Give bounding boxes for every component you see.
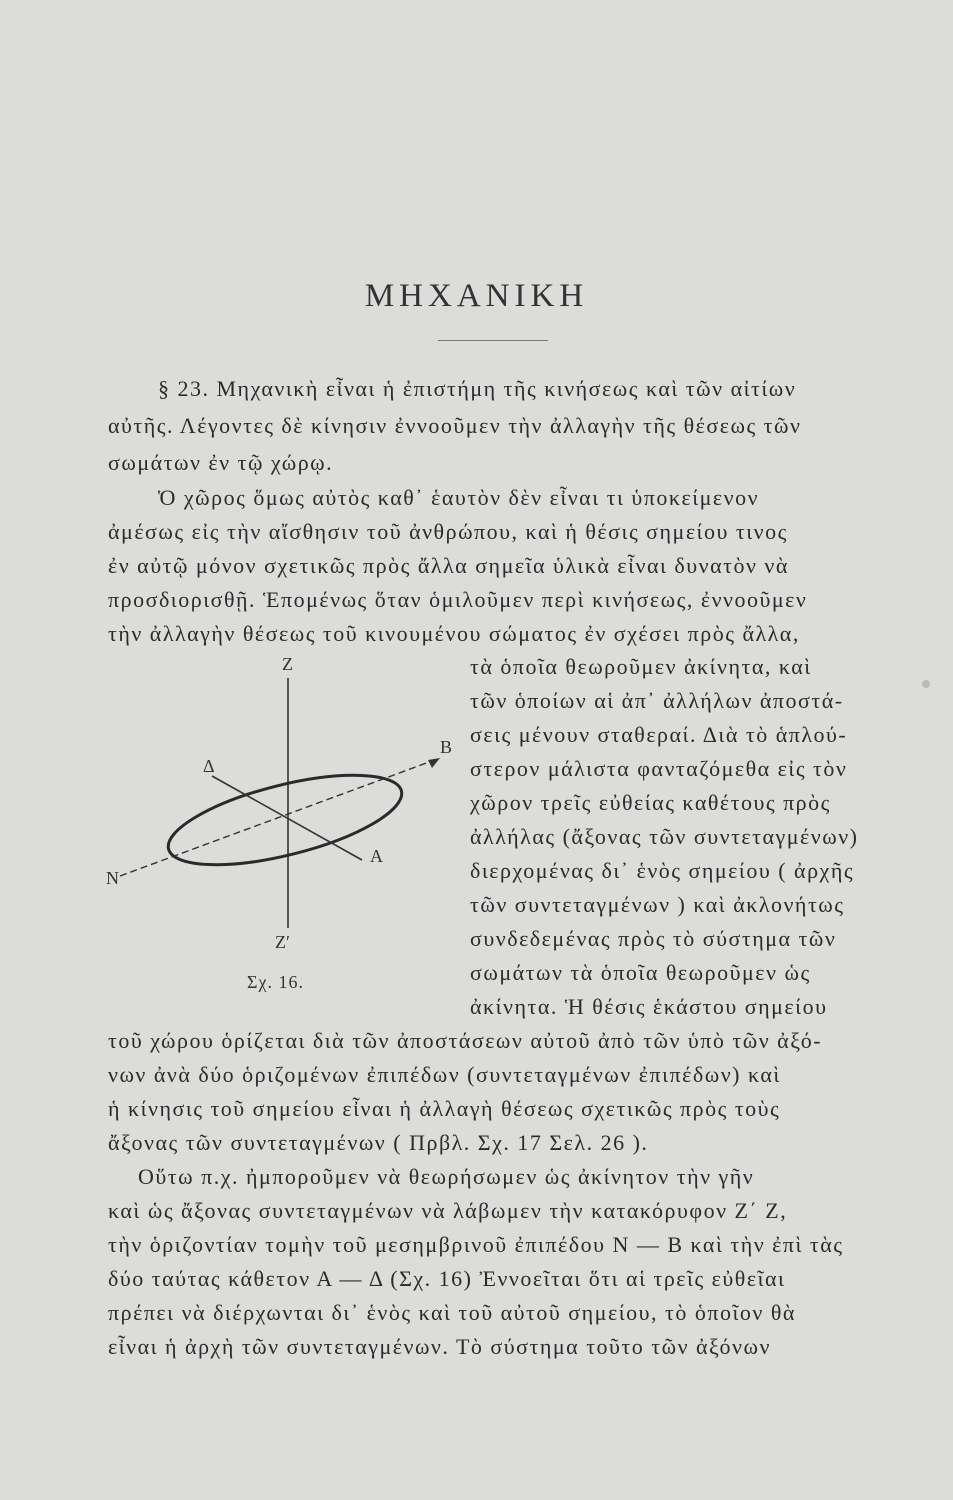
text-line: τὰ ὁποῖα θεωροῦμεν ἀκίνητα, καὶ [470, 654, 812, 679]
text-line: ἀλλήλας (ἄξονας τῶν συντεταγμένων) [470, 824, 859, 849]
paper-speck [922, 680, 930, 688]
text-line: δύο ταύτας κάθετον Α — Δ (Σχ. 16) Ἐννοεῖται ὅτι αἱ τρεῖς εὐθεῖαι [108, 1266, 786, 1291]
text-line: τοῦ χώρου ὁρίζεται διὰ τῶν ἀποστάσεων αὐτοῦ ἀπὸ τῶν ὑπὸ τῶν ἀξό- [108, 1028, 823, 1053]
figure-caption: Σχ. 16. [247, 972, 304, 992]
text-line: συνδεδεμένας πρὸς τὸ σύστημα τῶν [470, 926, 837, 951]
text-line: § 23. Μηχανικὴ εἶναι ἡ ἐπιστήμη τῆς κινήσεως καὶ τῶν αἰτίων [158, 376, 797, 401]
text-line: τῶν ὁποίων αἱ ἀπ᾿ ἀλλήλων ἀποστά- [470, 688, 844, 713]
text-line: στερον μάλιστα φανταζόμεθα εἰς τὸν [470, 756, 848, 781]
text-line: νων ἀνὰ δύο ὁριζομένων ἐπιπέδων (συντεταγμένων ἐπιπέδων) καὶ [108, 1062, 781, 1087]
label-b: B [439, 737, 452, 757]
page-title: ΜΗΧΑΝΙΚΗ [364, 278, 589, 314]
text-line: διερχομένας δι᾿ ἑνὸς σημείου ( ἀρχῆς [470, 858, 855, 883]
axes-figure [100, 648, 450, 998]
text-line: ἀμέσως εἰς τὴν αἴσθησιν τοῦ ἀνθρώπου, καὶ ἡ θέσις σημείου τινος [108, 519, 788, 544]
text-line: σωμάτων ἐν τῷ χώρῳ. [108, 450, 334, 475]
text-line: ἡ κίνησις τοῦ σημείου εἶναι ἡ ἀλλαγὴ θέσεως σχετικῶς πρὸς τοὺς [108, 1096, 781, 1121]
text-line: τῶν συντεταγμένων ) καὶ ἀκλονήτως [470, 892, 845, 917]
text-line: χῶρον τρεῖς εὐθείας καθέτους πρὸς [470, 790, 831, 815]
text-line: ἄξονας τῶν συντεταγμένων ( Πρβλ. Σχ. 17 Σελ. 26 ). [108, 1130, 649, 1155]
text-line: σεις μένουν σταθεραί. Διὰ τὸ ἁπλού- [470, 722, 848, 747]
text-line: τὴν ἀλλαγὴν θέσεως τοῦ κινουμένου σώματος ἐν σχέσει πρὸς ἄλλα, [108, 621, 800, 646]
text-line: καὶ ὡς ἄξονας συντεταγμένων νὰ λάβωμεν τὴν κατακόρυφον Ζ΄ Ζ, [108, 1198, 788, 1223]
text-line: Ὁ χῶρος ὅμως αὐτὸς καθ᾿ ἑαυτὸν δὲν εἶναι τι ὑποκείμενον [158, 485, 760, 510]
b-arrowhead [428, 758, 440, 768]
label-z: Z [282, 654, 293, 674]
label-d: Δ [203, 756, 215, 776]
text-line: αὐτῆς. Λέγοντες δὲ κίνησιν ἐννοοῦμεν τὴν ἀλλαγὴν τῆς θέσεως τῶν [108, 413, 802, 438]
text-line: πρέπει νὰ διέρχωνται δι᾿ ἑνὸς καὶ τοῦ αὐτοῦ σημείου, τὸ ὁποῖον θὰ [108, 1300, 796, 1325]
text-line: ἀκίνητα. Ἡ θέσις ἑκάστου σημείου [470, 994, 828, 1019]
text-line: εἶναι ἡ ἀρχὴ τῶν συντεταγμένων. Τὸ σύστημα τοῦτο τῶν ἀξόνων [108, 1334, 771, 1359]
label-a: A [370, 846, 383, 866]
text-line: τὴν ὁριζοντίαν τομὴν τοῦ μεσημβρινοῦ ἐπιπέδου Ν — Β καὶ τὴν ἐπὶ τὰς [108, 1232, 844, 1257]
text-line: προσδιορισθῇ. Ἑπομένως ὅταν ὁμιλοῦμεν περὶ κινήσεως, ἐννοοῦμεν [108, 587, 808, 612]
ad-axis [212, 776, 362, 860]
label-n: N [106, 868, 119, 888]
text-line: σωμάτων τὰ ὁποῖα θεωροῦμεν ὡς [470, 960, 811, 985]
text-line: Οὕτω π.χ. ἠμποροῦμεν νὰ θεωρήσωμεν ὡς ἀκίνητον τὴν γῆν [138, 1164, 755, 1189]
title-rule [438, 340, 548, 341]
label-z-prime: Z′ [275, 932, 290, 952]
text-line: ἐν αὐτῷ μόνον σχετικῶς πρὸς ἄλλα σημεῖα ὑλικὰ εἶναι δυνατὸν νὰ [108, 553, 789, 578]
